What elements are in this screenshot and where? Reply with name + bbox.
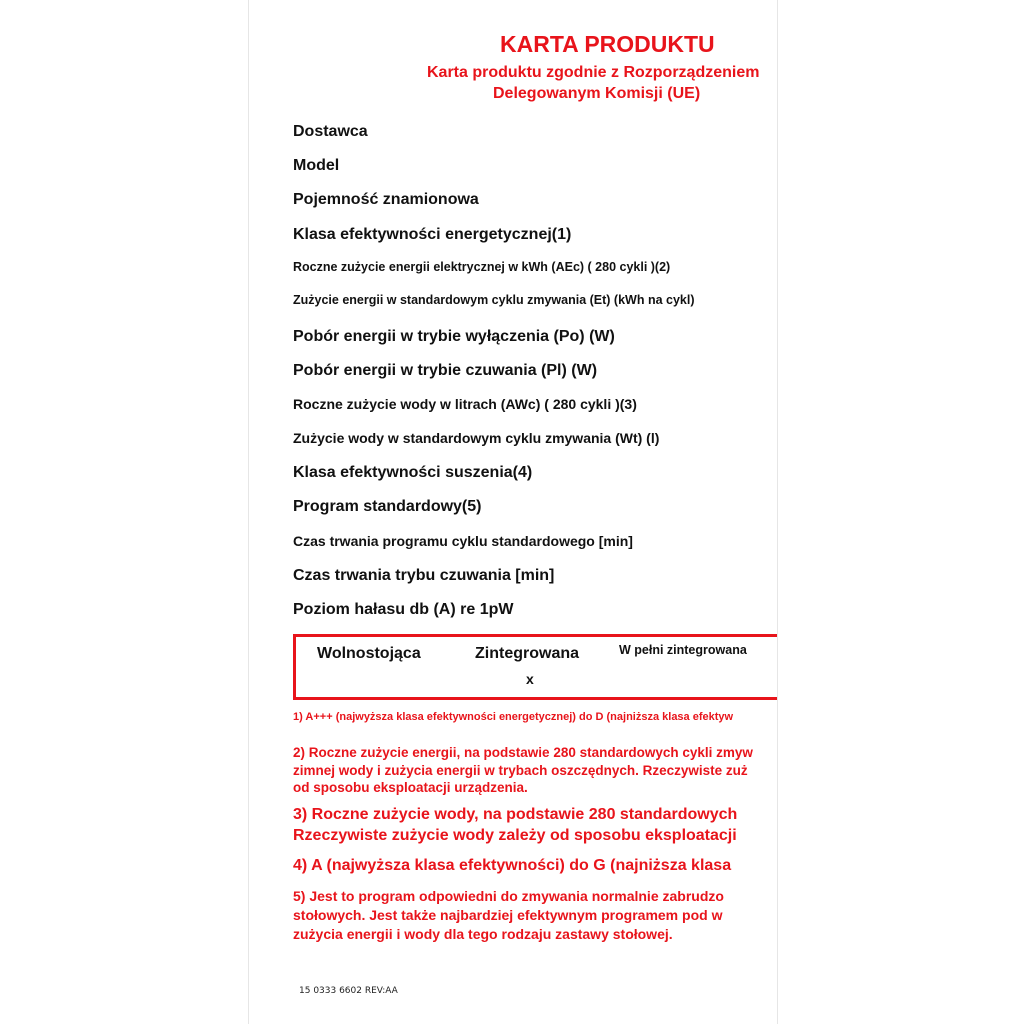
field-annual-energy: Roczne zużycie energii elektrycznej w kWh (AEc) ( 280 cykli )(2) (293, 260, 671, 274)
document-code: 15 0333 6602 REV:AA (299, 986, 398, 996)
field-noise-level: Poziom hałasu db (A) re 1pW (293, 601, 514, 618)
field-model: Model (293, 157, 340, 174)
footnote-4: 4) A (najwyższa klasa efektywności) do G (najniższa klasa (293, 857, 732, 874)
field-annual-water: Roczne zużycie wody w litrach (AWc) ( 280 cykli )(3) (293, 396, 637, 412)
field-standby-power: Pobór energii w trybie czuwania (Pl) (W) (293, 362, 598, 379)
footnote-2-line-2: zimnej wody i zużycia energii w trybach oszczędnych. Rzeczywiste zuż (293, 763, 748, 778)
page-title: KARTA PRODUKTU (500, 31, 715, 57)
footnote-2-line-1: 2) Roczne zużycie energii, na podstawie 280 standardowych cykli zmyw (293, 745, 753, 760)
product-sheet (249, 0, 777, 1024)
field-program-duration: Czas trwania programu cyklu standardowego [min] (293, 533, 633, 549)
field-standby-duration: Czas trwania trybu czuwania [min] (293, 567, 555, 584)
footnote-1: 1) A+++ (najwyższa klasa efektywności energetycznej) do D (najniższa klasa efektyw (293, 711, 734, 723)
field-off-mode-power: Pobór energii w trybie wyłączenia (Po) (W) (293, 328, 615, 345)
footnote-5-line-3: zużycia energii i wody dla tego rodzaju zastawy stołowej. (293, 926, 673, 942)
subtitle-line-2: Delegowanym Komisji (UE) (493, 85, 701, 102)
subtitle-line-1: Karta produktu zgodnie z Rozporządzeniem (427, 64, 760, 81)
footnote-5-line-2: stołowych. Jest także najbardziej efektywnym programem pod w (293, 907, 723, 923)
field-supplier: Dostawca (293, 123, 368, 140)
field-cycle-energy: Zużycie energii w standardowym cyklu zmywania (Et) (kWh na cykl) (293, 293, 695, 307)
installation-integrated: Zintegrowana (475, 645, 580, 662)
field-energy-class: Klasa efektywności energetycznej(1) (293, 226, 572, 243)
field-standard-program: Program standardowy(5) (293, 498, 482, 515)
field-cycle-water: Zużycie wody w standardowym cyklu zmywania (Wt) (l) (293, 430, 660, 446)
installation-freestanding: Wolnostojąca (317, 645, 421, 662)
footnote-2-line-3: od sposobu eksploatacji urządzenia. (293, 780, 528, 795)
footnote-5-line-1: 5) Jest to program odpowiedni do zmywania normalnie zabrudzo (293, 888, 724, 904)
footnote-3-line-1: 3) Roczne zużycie wody, na podstawie 280 standardowych (293, 806, 738, 823)
installation-selected-mark: x (526, 671, 534, 687)
installation-fully-integrated: W pełni zintegrowana (619, 643, 747, 657)
field-rated-capacity: Pojemność znamionowa (293, 191, 479, 208)
footnote-3-line-2: Rzeczywiste zużycie wody zależy od sposobu eksploatacji (293, 827, 737, 844)
field-drying-class: Klasa efektywności suszenia(4) (293, 464, 533, 481)
